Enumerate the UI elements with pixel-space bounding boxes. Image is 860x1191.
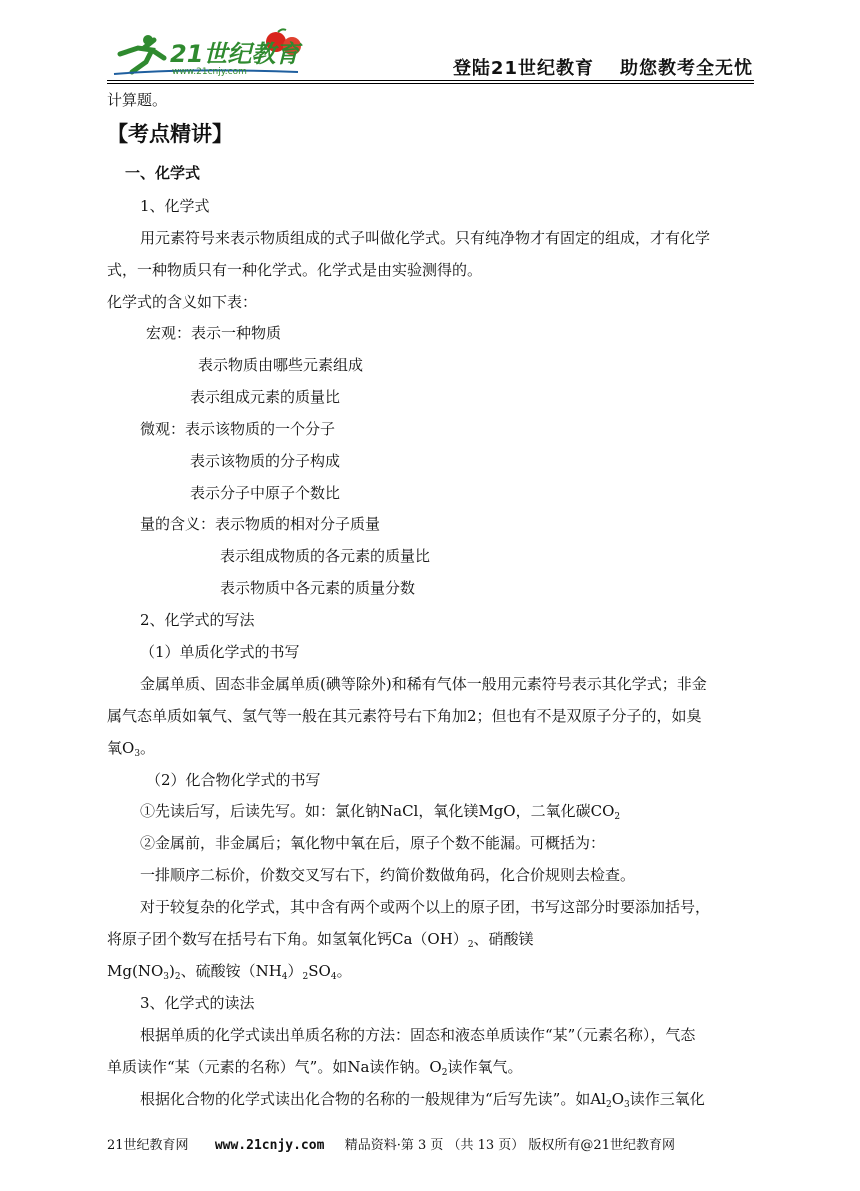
subsection-title: 2、化学式的写法	[140, 611, 255, 629]
subsection-heading: 一、化学式	[125, 164, 201, 182]
subsection-title: 3、化学式的读法	[140, 994, 255, 1012]
meaning-item: 表示组成元素的质量比	[190, 388, 341, 406]
text-line: 计算题。	[107, 91, 168, 109]
meaning-item: 表示分子中原子个数比	[190, 484, 341, 502]
paragraph-line: 单质读作“某（元素的名称）气”。如Na读作钠。$O_2$读作氧气。	[107, 1058, 523, 1078]
logo-graphic	[108, 28, 308, 80]
paragraph-line: 金属单质、固态非金属单质(碘等除外)和稀有气体一般用元素符号表示其化学式；非金	[140, 675, 707, 693]
header-rule	[107, 80, 754, 81]
slogan-right: 助您教考全无忧	[620, 58, 753, 79]
paragraph-line: 根据单质的化学式读出单质名称的方法：固态和液态单质读作“某”（元素名称），气态	[140, 1026, 696, 1044]
meaning-item: 表示该物质的分子构成	[190, 452, 341, 470]
meaning-item: 表示物质中各元素的质量分数	[220, 579, 416, 597]
logo-url: www.21cnjy.com	[172, 67, 247, 77]
paragraph-line: 属气态单质如氧气、氢气等一般在其元素符号右下角加2；但也有不是双原子分子的，如臭	[107, 707, 702, 725]
header-slogan	[453, 54, 753, 80]
header-rule-thin	[107, 83, 754, 84]
sub-heading: （2）化合物化学式的书写	[146, 771, 321, 789]
logo-text: 21世纪教育	[170, 40, 300, 68]
sub-heading: （1）单质化学式的书写	[140, 643, 300, 661]
section-heading: 【考点精讲】	[107, 122, 233, 146]
paragraph-line: 用元素符号来表示物质组成的式子叫做化学式。只有纯净物才有固定的组成，才有化学	[140, 229, 711, 247]
footer-site: 21世纪教育网	[107, 1138, 189, 1153]
slogan-left: 登陆21世纪教育	[452, 58, 594, 79]
paragraph-line: 式，一种物质只有一种化学式。化学式是由实验测得的。	[107, 261, 483, 279]
footer-url-link[interactable]: www.21cnjy.com	[214, 1138, 325, 1153]
meaning-item: 微观：表示该物质的一个分子	[140, 420, 336, 438]
paragraph-line: 氧$O_3$。	[107, 739, 156, 759]
paragraph-line: 将原子团个数写在括号右下角。如氢氧化钙$Ca(OH)_2$、硝酸镁	[107, 930, 534, 950]
meaning-item: 表示物质由哪些元素组成	[198, 356, 364, 374]
site-logo	[108, 28, 308, 80]
paragraph-line: ①先读后写，后读先写。如：氯化钠NaCl，氧化镁MgO，二氧化碳$CO_2$	[140, 802, 621, 822]
paragraph-line: 根据化合物的化学式读出化合物的名称的一般规律为“后写先读”。如$Al_2O_3$读作三氧化	[140, 1090, 705, 1110]
subsection-title: 1、化学式	[140, 197, 210, 215]
meaning-item: 表示组成物质的各元素的质量比	[220, 547, 431, 565]
paragraph-line: 对于较复杂的化学式，其中含有两个或两个以上的原子团，书写这部分时要添加括号，	[140, 898, 711, 916]
page-footer	[107, 1137, 675, 1155]
paragraph-line: ②金属前，非金属后；氧化物中氧在后，原子个数不能漏。可概括为：	[140, 834, 606, 852]
meaning-item: 量的含义：表示物质的相对分子质量	[140, 515, 381, 533]
paragraph-line: $Mg(NO_3)_2$、硫酸铵$(NH_4)_2SO_4$。	[107, 962, 352, 982]
meaning-item: 宏观：表示一种物质	[146, 324, 282, 342]
footer-page-info: 精品资料·第 3 页 （共 13 页） 版权所有@21世纪教育网	[344, 1138, 675, 1153]
paragraph-line: 一排顺序二标价，价数交叉写右下，约简价数做角码，化合价规则去检查。	[140, 866, 636, 884]
text-line: 化学式的含义如下表：	[107, 293, 258, 311]
